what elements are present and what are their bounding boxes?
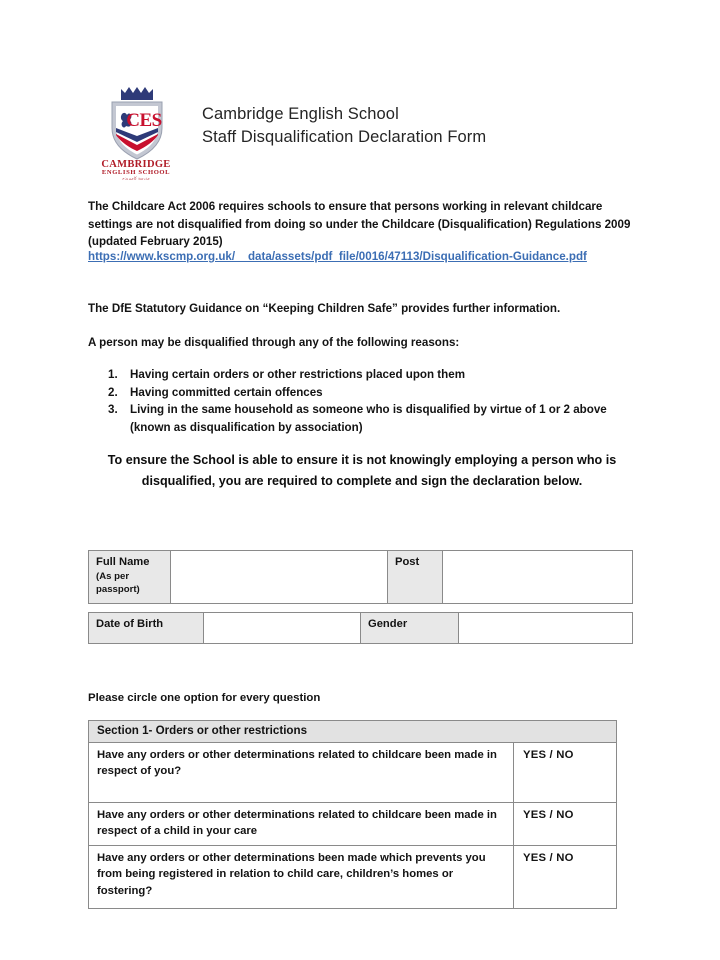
guidance-link[interactable]: https://www.kscmp.org.uk/__data/assets/pdf_file/0016/47113/Disqualification-Guidance.pdf (88, 250, 587, 263)
school-logo (88, 84, 184, 180)
question-cell: Have any orders or other determinations been made which prevents you from being registered in relation to child care, children’s homes or fostering? (89, 845, 514, 908)
dob-gender-table (88, 612, 633, 644)
disqualification-reasons-list (88, 366, 636, 436)
answer-cell[interactable]: YES / NO (514, 742, 617, 802)
section1-questions-table (88, 720, 617, 909)
svg-text:ENGLISH SCHOOL: ENGLISH SCHOOL (101, 169, 171, 176)
emphasis-statement: To ensure the School is able to ensure it is not knowingly employing a person who is disqualified, you are required to complete and sign the declaration below. (107, 453, 617, 488)
gender-input-cell[interactable] (459, 613, 633, 644)
date-of-birth-label-cell: Date of Birth (89, 613, 204, 644)
cambridge-english-school-crest-icon (88, 84, 184, 180)
question-cell: Have any orders or other determinations related to childcare been made in respect of a child in your care (89, 802, 514, 845)
table-row (89, 742, 617, 802)
name-post-table (88, 550, 633, 604)
list-item-number: 2. (108, 385, 118, 399)
list-item (88, 384, 636, 402)
circle-instruction: Please circle one option for every question (88, 692, 321, 704)
svg-text:مدرسة كامبريدج: مدرسة كامبريدج (122, 175, 150, 180)
table-row (89, 721, 617, 743)
dfe-guidance-paragraph: The DfE Statutory Guidance on “Keeping Children Safe” provides further information. (88, 302, 561, 315)
list-item-label: Having certain orders or other restrictions placed upon them (130, 368, 466, 381)
full-name-input-cell[interactable] (171, 551, 388, 604)
list-item-number: 3. (108, 403, 118, 417)
table-row (89, 802, 617, 845)
post-input-cell[interactable] (443, 551, 633, 604)
list-item (88, 366, 636, 384)
reasons-intro-paragraph: A person may be disqualified through any of the following reasons: (88, 336, 460, 349)
question-cell: Have any orders or other determinations related to childcare been made in respect of you? (89, 742, 514, 802)
full-name-label-cell (89, 551, 171, 604)
list-item-number: 1. (108, 368, 118, 381)
school-name: Cambridge English School (202, 105, 399, 123)
list-item-label: Having committed certain offences (130, 385, 323, 399)
svg-text:CAMBRIDGE: CAMBRIDGE (101, 159, 171, 170)
form-title: Staff Disqualification Declaration Form (202, 128, 487, 146)
header-title-block (202, 84, 486, 149)
intro-paragraph: The Childcare Act 2006 requires schools to ensure that persons working in relevant childcare settings are not disqualified from doing so under the Childcare (Disqualification) Regulations 2009 (updated February 2015) (88, 200, 631, 249)
list-item-label: Living in the same household as someone who is disqualified by virtue of 1 or 2 above (known as disqualification by association) (130, 403, 607, 434)
table-row (89, 845, 617, 908)
document-header (88, 84, 632, 184)
answer-cell[interactable]: YES / NO (514, 845, 617, 908)
gender-label-cell: Gender (361, 613, 459, 644)
answer-cell[interactable]: YES / NO (514, 802, 617, 845)
date-of-birth-input-cell[interactable] (204, 613, 361, 644)
full-name-label: Full Name (96, 556, 150, 568)
full-name-sublabel: (As per passport) (96, 570, 140, 595)
table-row (89, 613, 633, 644)
table-row (89, 551, 633, 604)
svg-text:CES: CES (126, 110, 162, 131)
post-label-cell: Post (388, 551, 443, 604)
section1-header: Section 1- Orders or other restrictions (89, 721, 617, 743)
list-item (88, 401, 636, 436)
